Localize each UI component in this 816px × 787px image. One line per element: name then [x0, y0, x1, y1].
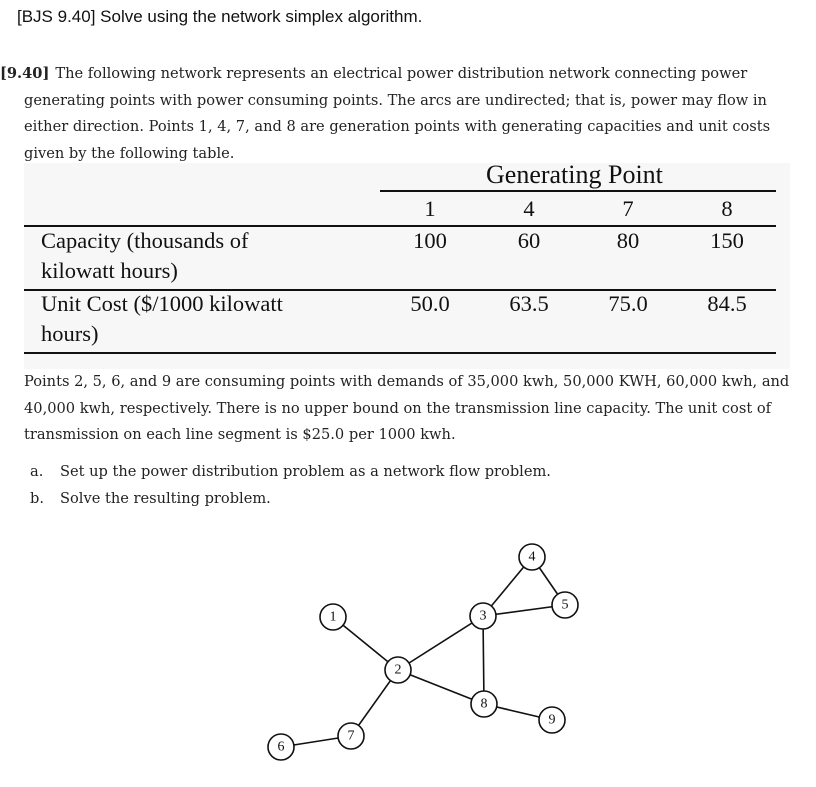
node-label: 7: [347, 728, 355, 744]
network-node-2: [385, 657, 411, 683]
problem-line-text: The following network represents an electrical power distribution network connecting power: [55, 65, 748, 82]
table-row-label: hours): [41, 321, 99, 346]
network-edge-2-8: [398, 670, 484, 704]
problem-number: [9.40]: [0, 65, 50, 82]
network-node-8: [471, 691, 497, 717]
node-label: 1: [329, 609, 337, 625]
paragraph-line: transmission on each line segment is $25.0 per 1000 kwh.: [24, 426, 456, 443]
network-node-9: [539, 707, 565, 733]
task-text: Solve the resulting problem.: [60, 489, 271, 507]
table-column-header: 7: [622, 196, 634, 221]
node-label: 5: [561, 597, 569, 613]
table-cell: 63.5: [509, 291, 549, 316]
node-label: 4: [528, 549, 536, 565]
table-cell: 60: [517, 228, 541, 253]
network-node-5: [552, 592, 578, 618]
table-cell: 80: [616, 228, 640, 253]
table-cell: 75.0: [608, 291, 648, 316]
table-cell: 100: [413, 228, 447, 253]
node-label: 6: [277, 739, 285, 755]
table-column-header: 8: [721, 196, 733, 221]
problem-line: given by the following table.: [24, 144, 235, 162]
paragraph-line: Points 2, 5, 6, and 9 are consuming points with demands of 35,000 kwh, 50,000 KWH, 60,000 kwh, and: [24, 373, 790, 390]
network-node-6: [268, 734, 294, 760]
network-node-1: [320, 604, 346, 630]
task-marker: a.: [30, 463, 44, 480]
table-group-header: Generating Point: [486, 160, 663, 189]
network-node-7: [338, 723, 364, 749]
node-label: 2: [394, 662, 402, 678]
node-label: 9: [548, 712, 556, 728]
table-cell: 50.0: [410, 291, 450, 316]
table-cell: 150: [710, 228, 744, 253]
table-column-header: 1: [424, 196, 436, 221]
task-marker: b.: [30, 489, 44, 507]
problem-line: generating points with power consuming points. The arcs are undirected; that is, power may flow in: [24, 91, 767, 109]
table-row-label: kilowatt hours): [41, 258, 178, 283]
network-node-3: [470, 603, 496, 629]
question-title: [BJS 9.40] Solve using the network simplex algorithm.: [17, 7, 423, 26]
table-row-label: Capacity (thousands of: [41, 228, 249, 253]
paragraph-line: 40,000 kwh, respectively. There is no upper bound on the transmission line capacity. The unit cost of: [24, 399, 772, 417]
table-cell: 84.5: [707, 291, 747, 316]
table-column-header: 4: [523, 196, 535, 221]
network-node-4: [519, 544, 545, 570]
table-row-label: Unit Cost ($/1000 kilowatt: [41, 291, 283, 316]
task-text: Set up the power distribution problem as a network flow problem.: [60, 463, 551, 480]
node-label: 8: [480, 696, 488, 712]
network-edge-2-3: [398, 616, 483, 670]
problem-line: either direction. Points 1, 4, 7, and 8 are generation points with generating capacities and unit costs: [24, 118, 771, 135]
node-label: 3: [479, 608, 487, 624]
